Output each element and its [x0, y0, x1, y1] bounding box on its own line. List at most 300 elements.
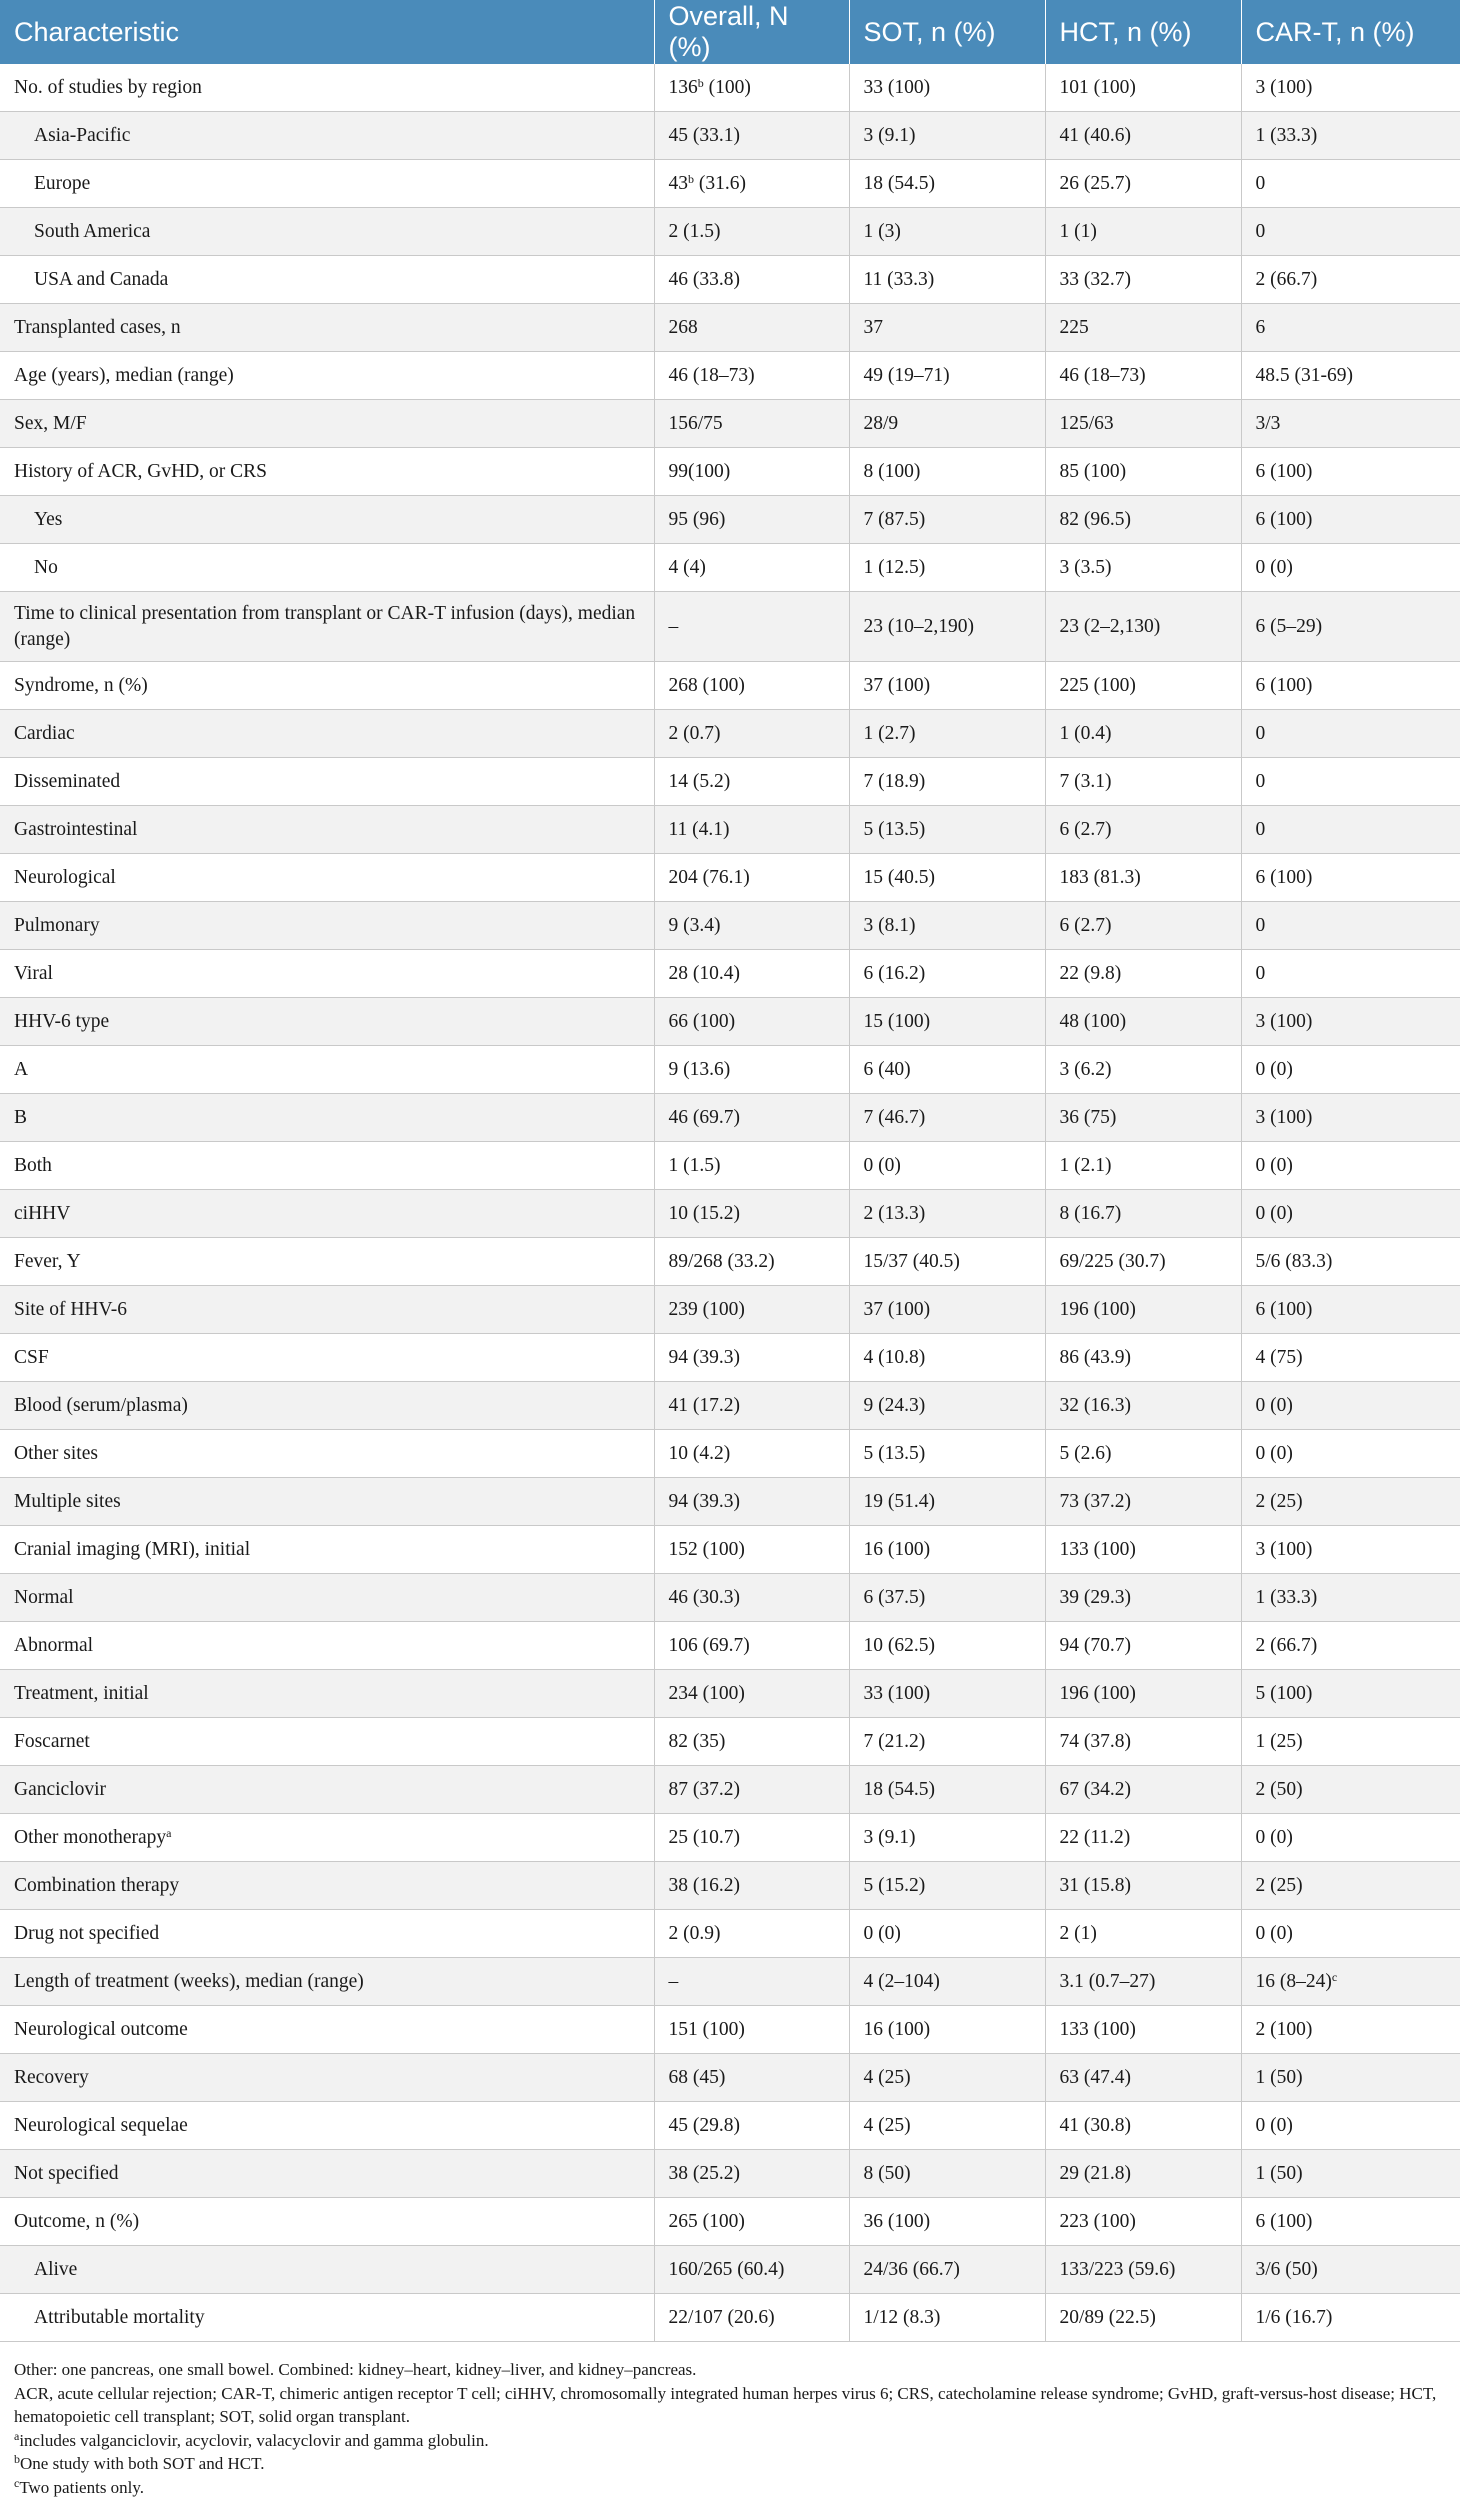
cell-overall-value: 152 (100): [668, 1538, 745, 1560]
row-label: [0, 256, 654, 304]
cell-sot: [849, 1382, 1045, 1430]
cell-overall-value: 25 (10.7): [668, 1826, 740, 1848]
cell-hct-value: 31 (15.8): [1059, 1874, 1131, 1896]
cell-cart: [1241, 592, 1460, 662]
row-label: [0, 902, 654, 950]
footnote-mark: c: [1331, 1969, 1338, 1984]
cell-hct-value: 85 (100): [1059, 460, 1127, 482]
cell-hct-value: 36 (75): [1059, 1106, 1117, 1128]
cell-hct-value: 1 (0.4): [1059, 722, 1112, 744]
cell-overall-value: 43: [668, 172, 688, 194]
cell-hct: [1045, 1238, 1241, 1286]
row-label: [0, 998, 654, 1046]
cell-overall-value: 94 (39.3): [668, 1490, 740, 1512]
cell-cart: [1241, 950, 1460, 998]
row-label: [0, 2246, 654, 2294]
cell-sot-value: 49 (19–71): [863, 364, 950, 386]
cell-overall: [654, 496, 849, 544]
table-row: [0, 2150, 1460, 2198]
cell-cart: [1241, 1382, 1460, 1430]
cell-hct-value: 6 (2.7): [1059, 818, 1112, 840]
cell-hct-value: 46 (18–73): [1059, 364, 1146, 386]
cell-overall-value: 9 (3.4): [668, 914, 721, 936]
cell-hct-value: 133 (100): [1059, 2018, 1136, 2040]
table-row: [0, 710, 1460, 758]
cell-overall: [654, 1670, 849, 1718]
cell-hct: [1045, 400, 1241, 448]
cell-sot: [849, 496, 1045, 544]
cell-sot: [849, 1046, 1045, 1094]
cell-sot: [849, 1478, 1045, 1526]
cell-sot: [849, 1430, 1045, 1478]
footnote-a: [14, 2429, 1454, 2453]
cell-hct-value: 1 (2.1): [1059, 1154, 1112, 1176]
row-label-text: Ganciclovir: [14, 1778, 107, 1800]
cell-cart: [1241, 256, 1460, 304]
cell-hct-value: 125/63: [1059, 412, 1114, 434]
cell-cart-value: 0 (0): [1255, 1058, 1293, 1080]
cell-overall-value: 46 (33.8): [668, 268, 740, 290]
cell-overall-value: 268: [668, 316, 698, 338]
footnote-c-mark: c: [14, 2475, 20, 2490]
cell-cart-value: 1 (50): [1255, 2066, 1303, 2088]
row-label-text: Cranial imaging (MRI), initial: [14, 1538, 251, 1560]
cell-sot-value: 4 (25): [863, 2066, 911, 2088]
cell-sot: [849, 1622, 1045, 1670]
row-label-text: Gastrointestinal: [14, 818, 138, 840]
table-row: [0, 854, 1460, 902]
row-label: [0, 400, 654, 448]
cell-cart-value: 6 (5–29): [1255, 615, 1323, 637]
cell-cart-value: 2 (25): [1255, 1874, 1303, 1896]
cell-cart: [1241, 1238, 1460, 1286]
cell-hct-value: 86 (43.9): [1059, 1346, 1131, 1368]
cell-cart-value: 1 (50): [1255, 2162, 1303, 2184]
cell-cart-value: 0 (0): [1255, 1394, 1293, 1416]
row-label: [0, 662, 654, 710]
cell-hct-value: 223 (100): [1059, 2210, 1136, 2232]
footnote-a-mark: a: [14, 2428, 20, 2443]
cell-hct: [1045, 160, 1241, 208]
cell-hct: [1045, 662, 1241, 710]
cell-overall: [654, 1238, 849, 1286]
cell-hct-value: 33 (32.7): [1059, 268, 1131, 290]
cell-cart-value: 1 (25): [1255, 1730, 1303, 1752]
cell-sot: [849, 1958, 1045, 2006]
table-row: [0, 1862, 1460, 1910]
cell-cart-value: 0: [1255, 962, 1266, 984]
table-row: [0, 1574, 1460, 1622]
cell-sot-value: 5 (13.5): [863, 818, 926, 840]
row-label-text: Neurological outcome: [14, 2018, 188, 2040]
cell-overall-value: 268 (100): [668, 674, 745, 696]
row-label-text: Alive: [34, 2258, 78, 2280]
cell-cart: [1241, 1574, 1460, 1622]
cell-cart: [1241, 1622, 1460, 1670]
cell-sot-value: 9 (24.3): [863, 1394, 926, 1416]
cell-hct-value: 39 (29.3): [1059, 1586, 1131, 1608]
cell-cart: [1241, 1958, 1460, 2006]
cell-overall: [654, 2150, 849, 2198]
row-label: [0, 1478, 654, 1526]
cell-hct: [1045, 1622, 1241, 1670]
row-label: [0, 1622, 654, 1670]
cell-sot-value: 18 (54.5): [863, 1778, 935, 1800]
header-characteristic: Characteristic: [0, 0, 654, 64]
row-label-text: Other sites: [14, 1442, 98, 1464]
table-row: [0, 1142, 1460, 1190]
cell-hct-value: 225 (100): [1059, 674, 1136, 696]
cell-cart: [1241, 998, 1460, 1046]
row-label-text: Recovery: [14, 2066, 89, 2088]
cell-cart: [1241, 1334, 1460, 1382]
row-label: [0, 112, 654, 160]
cell-cart-value: 2 (66.7): [1255, 268, 1318, 290]
table-row: [0, 1958, 1460, 2006]
cell-hct-value: 196 (100): [1059, 1298, 1136, 1320]
table-row: [0, 1190, 1460, 1238]
row-label-text: Normal: [14, 1586, 74, 1608]
cell-hct-value: 133 (100): [1059, 1538, 1136, 1560]
row-label-text: Fever, Y: [14, 1250, 81, 1272]
cell-sot-value: 37 (100): [863, 1298, 931, 1320]
cell-hct-value: 29 (21.8): [1059, 2162, 1131, 2184]
cell-cart: [1241, 2054, 1460, 2102]
cell-cart-value: 6 (100): [1255, 1298, 1313, 1320]
row-label-text: Age (years), median (range): [14, 364, 234, 386]
row-label-text: A: [14, 1058, 29, 1080]
row-label-text: Pulmonary: [14, 914, 100, 936]
cell-cart: [1241, 2294, 1460, 2342]
footnote-c-text: Two patients only.: [19, 2477, 145, 2497]
row-label: [0, 758, 654, 806]
footnote-mark: b: [697, 75, 704, 90]
cell-overall-value: 156/75: [668, 412, 723, 434]
cell-sot: [849, 208, 1045, 256]
cell-cart: [1241, 902, 1460, 950]
cell-hct-value: 41 (40.6): [1059, 124, 1131, 146]
cell-overall: [654, 998, 849, 1046]
cell-sot: [849, 1766, 1045, 1814]
cell-hct: [1045, 2198, 1241, 2246]
cell-hct: [1045, 208, 1241, 256]
row-label-text: USA and Canada: [34, 268, 169, 290]
cell-cart: [1241, 2246, 1460, 2294]
cell-cart-value: 0 (0): [1255, 1442, 1293, 1464]
row-label: [0, 304, 654, 352]
row-label: [0, 160, 654, 208]
cell-cart-value: 1/6 (16.7): [1255, 2306, 1333, 2328]
cell-overall-value: 66 (100): [668, 1010, 736, 1032]
row-label-text: Both: [14, 1154, 52, 1176]
cell-overall-value: 38 (16.2): [668, 1874, 740, 1896]
cell-sot-value: 0 (0): [863, 1154, 901, 1176]
cell-cart: [1241, 1766, 1460, 1814]
cell-cart-value: 16 (8–24): [1255, 1970, 1332, 1992]
cell-hct: [1045, 2102, 1241, 2150]
cell-overall-value: 46 (69.7): [668, 1106, 740, 1128]
row-label-text: Other monotherapy: [14, 1826, 167, 1848]
footnote-b: [14, 2452, 1454, 2476]
cell-sot-value: 0 (0): [863, 1922, 901, 1944]
cell-hct-value: 3.1 (0.7–27): [1059, 1970, 1156, 1992]
cell-hct: [1045, 1382, 1241, 1430]
cell-cart: [1241, 2006, 1460, 2054]
cell-overall: [654, 1190, 849, 1238]
cell-hct: [1045, 1718, 1241, 1766]
cell-overall: [654, 448, 849, 496]
cell-overall: [654, 112, 849, 160]
row-label-text: Drug not specified: [14, 1922, 160, 1944]
cell-overall: [654, 160, 849, 208]
cell-overall-value: 265 (100): [668, 2210, 745, 2232]
cell-overall: [654, 1814, 849, 1862]
cell-sot-value: 16 (100): [863, 2018, 931, 2040]
cell-cart: [1241, 496, 1460, 544]
cell-cart: [1241, 1478, 1460, 1526]
cell-sot-value: 6 (16.2): [863, 962, 926, 984]
cell-cart: [1241, 400, 1460, 448]
row-label-text: Time to clinical presentation from transplant or CAR-T infusion (days), median (range): [14, 602, 636, 650]
cell-cart: [1241, 2198, 1460, 2246]
cell-hct-value: 94 (70.7): [1059, 1634, 1131, 1656]
cell-hct-value: 20/89 (22.5): [1059, 2306, 1156, 2328]
row-label-text: South America: [34, 220, 151, 242]
cell-overall-value: 234 (100): [668, 1682, 745, 1704]
header-overall: Overall, N (%): [654, 0, 849, 64]
cell-sot: [849, 1910, 1045, 1958]
row-label: [0, 2198, 654, 2246]
cell-hct-value: 1 (1): [1059, 220, 1097, 242]
cell-overall: [654, 854, 849, 902]
row-label: [0, 2006, 654, 2054]
cell-overall: [654, 710, 849, 758]
cell-sot: [849, 2054, 1045, 2102]
cell-sot: [849, 1094, 1045, 1142]
cell-overall-rest: (100): [703, 76, 751, 98]
cell-cart: [1241, 544, 1460, 592]
cell-sot: [849, 998, 1045, 1046]
cell-overall-value: –: [668, 615, 679, 637]
row-label: [0, 1814, 654, 1862]
cell-sot-value: 3 (9.1): [863, 124, 916, 146]
cell-hct: [1045, 544, 1241, 592]
cell-cart-value: 0: [1255, 722, 1266, 744]
row-label: [0, 496, 654, 544]
cell-sot: [849, 1574, 1045, 1622]
table-row: [0, 806, 1460, 854]
cell-cart-value: 6 (100): [1255, 674, 1313, 696]
table-row: [0, 1238, 1460, 1286]
row-label: [0, 1286, 654, 1334]
cell-cart-value: 6 (100): [1255, 460, 1313, 482]
cell-sot-value: 33 (100): [863, 1682, 931, 1704]
cell-overall: [654, 544, 849, 592]
row-label-text: Neurological sequelae: [14, 2114, 188, 2136]
cell-overall: [654, 1286, 849, 1334]
cell-overall-value: 82 (35): [668, 1730, 726, 1752]
cell-overall: [654, 950, 849, 998]
cell-overall-value: 2 (0.7): [668, 722, 721, 744]
cell-sot-value: 11 (33.3): [863, 268, 935, 290]
cell-cart-value: 5/6 (83.3): [1255, 1250, 1333, 1272]
cell-sot: [849, 256, 1045, 304]
cell-cart: [1241, 854, 1460, 902]
table-row: [0, 1094, 1460, 1142]
row-label-text: Multiple sites: [14, 1490, 121, 1512]
cell-cart: [1241, 710, 1460, 758]
cell-hct: [1045, 1958, 1241, 2006]
cell-hct-value: 23 (2–2,130): [1059, 615, 1161, 637]
cell-sot: [849, 710, 1045, 758]
cell-cart-value: 3 (100): [1255, 1538, 1313, 1560]
cell-overall: [654, 2198, 849, 2246]
row-label-text: No. of studies by region: [14, 76, 202, 98]
cell-sot: [849, 2198, 1045, 2246]
row-label: [0, 1238, 654, 1286]
cell-overall: [654, 2246, 849, 2294]
cell-hct-value: 32 (16.3): [1059, 1394, 1131, 1416]
cell-sot-value: 5 (13.5): [863, 1442, 926, 1464]
cell-hct-value: 6 (2.7): [1059, 914, 1112, 936]
table-row: [0, 950, 1460, 998]
cell-overall: [654, 2006, 849, 2054]
table-row: [0, 352, 1460, 400]
table-row: [0, 2054, 1460, 2102]
table-row: [0, 64, 1460, 112]
cell-cart-value: 1 (33.3): [1255, 124, 1318, 146]
row-label-text: B: [14, 1106, 28, 1128]
cell-cart-value: 5 (100): [1255, 1682, 1313, 1704]
cell-cart-value: 0: [1255, 172, 1266, 194]
cell-overall: [654, 1334, 849, 1382]
cell-sot-value: 8 (50): [863, 2162, 911, 2184]
cell-sot: [849, 2006, 1045, 2054]
row-label: [0, 1910, 654, 1958]
row-label-text: Outcome, n (%): [14, 2210, 140, 2232]
cell-hct-value: 196 (100): [1059, 1682, 1136, 1704]
footnote-c: [14, 2476, 1454, 2500]
cell-sot-value: 8 (100): [863, 460, 921, 482]
row-label: [0, 950, 654, 998]
cell-sot: [849, 1286, 1045, 1334]
cell-cart: [1241, 160, 1460, 208]
row-label-text: No: [34, 556, 58, 578]
row-label: [0, 854, 654, 902]
cell-overall-value: 95 (96): [668, 508, 726, 530]
cell-cart: [1241, 806, 1460, 854]
cell-cart: [1241, 352, 1460, 400]
cell-sot: [849, 854, 1045, 902]
row-label: [0, 592, 654, 662]
cell-sot-value: 28/9: [863, 412, 899, 434]
row-label: [0, 1094, 654, 1142]
table-row: [0, 2006, 1460, 2054]
cell-sot: [849, 2246, 1045, 2294]
table-row: [0, 592, 1460, 662]
cell-overall-value: 10 (15.2): [668, 1202, 740, 1224]
cell-overall-value: 14 (5.2): [668, 770, 731, 792]
cell-sot-value: 10 (62.5): [863, 1634, 935, 1656]
cell-sot-value: 7 (21.2): [863, 1730, 926, 1752]
cell-cart-value: 6 (100): [1255, 866, 1313, 888]
cell-cart: [1241, 662, 1460, 710]
cell-overall: [654, 400, 849, 448]
row-label-text: Foscarnet: [14, 1730, 90, 1752]
table-row: [0, 1814, 1460, 1862]
cell-cart: [1241, 1190, 1460, 1238]
cell-hct: [1045, 2150, 1241, 2198]
cell-sot-value: 4 (25): [863, 2114, 911, 2136]
table-row: [0, 1334, 1460, 1382]
table-row: [0, 112, 1460, 160]
cell-overall: [654, 64, 849, 112]
cell-sot-value: 24/36 (66.7): [863, 2258, 960, 2280]
cell-overall-value: 45 (33.1): [668, 124, 740, 146]
row-label-text: Cardiac: [14, 722, 75, 744]
cell-hct: [1045, 1286, 1241, 1334]
cell-overall: [654, 1478, 849, 1526]
cell-hct: [1045, 448, 1241, 496]
row-label: [0, 806, 654, 854]
cell-cart: [1241, 2102, 1460, 2150]
table-row: [0, 2198, 1460, 2246]
cell-cart: [1241, 1094, 1460, 1142]
row-label-text: Neurological: [14, 866, 116, 888]
cell-sot-value: 3 (8.1): [863, 914, 916, 936]
cell-sot-value: 23 (10–2,190): [863, 615, 974, 637]
cell-hct: [1045, 2006, 1241, 2054]
cell-cart: [1241, 1430, 1460, 1478]
cell-sot-value: 6 (40): [863, 1058, 911, 1080]
row-label-text: Transplanted cases, n: [14, 316, 181, 338]
row-label-text: Syndrome, n (%): [14, 674, 148, 696]
table-footnotes: [0, 2358, 1454, 2499]
row-label: [0, 1862, 654, 1910]
cell-hct: [1045, 352, 1241, 400]
cell-sot-value: 4 (2–104): [863, 1970, 940, 1992]
cell-overall: [654, 1622, 849, 1670]
cell-overall-value: 160/265 (60.4): [668, 2258, 785, 2280]
cell-overall: [654, 1526, 849, 1574]
cell-hct: [1045, 496, 1241, 544]
cell-overall-value: 2 (0.9): [668, 1922, 721, 1944]
table-header: [0, 0, 1460, 64]
table-row: [0, 256, 1460, 304]
row-label: [0, 1430, 654, 1478]
row-label-text: Asia-Pacific: [34, 124, 131, 146]
cell-cart: [1241, 208, 1460, 256]
cell-hct: [1045, 806, 1241, 854]
cell-cart-value: 0 (0): [1255, 1202, 1293, 1224]
table-row: [0, 1382, 1460, 1430]
cell-sot: [849, 1334, 1045, 1382]
cell-cart: [1241, 1718, 1460, 1766]
table-row: [0, 1046, 1460, 1094]
header-cart: CAR-T, n (%): [1241, 0, 1460, 64]
cell-sot-value: 18 (54.5): [863, 172, 935, 194]
cell-sot-value: 3 (9.1): [863, 1826, 916, 1848]
cell-overall-value: 87 (37.2): [668, 1778, 740, 1800]
row-label-text: CSF: [14, 1346, 49, 1368]
row-label-text: HHV-6 type: [14, 1010, 110, 1032]
cell-overall: [654, 758, 849, 806]
cell-overall-value: 11 (4.1): [668, 818, 730, 840]
cell-hct-value: 22 (11.2): [1059, 1826, 1131, 1848]
cell-cart: [1241, 304, 1460, 352]
cell-cart: [1241, 2150, 1460, 2198]
cell-hct: [1045, 64, 1241, 112]
